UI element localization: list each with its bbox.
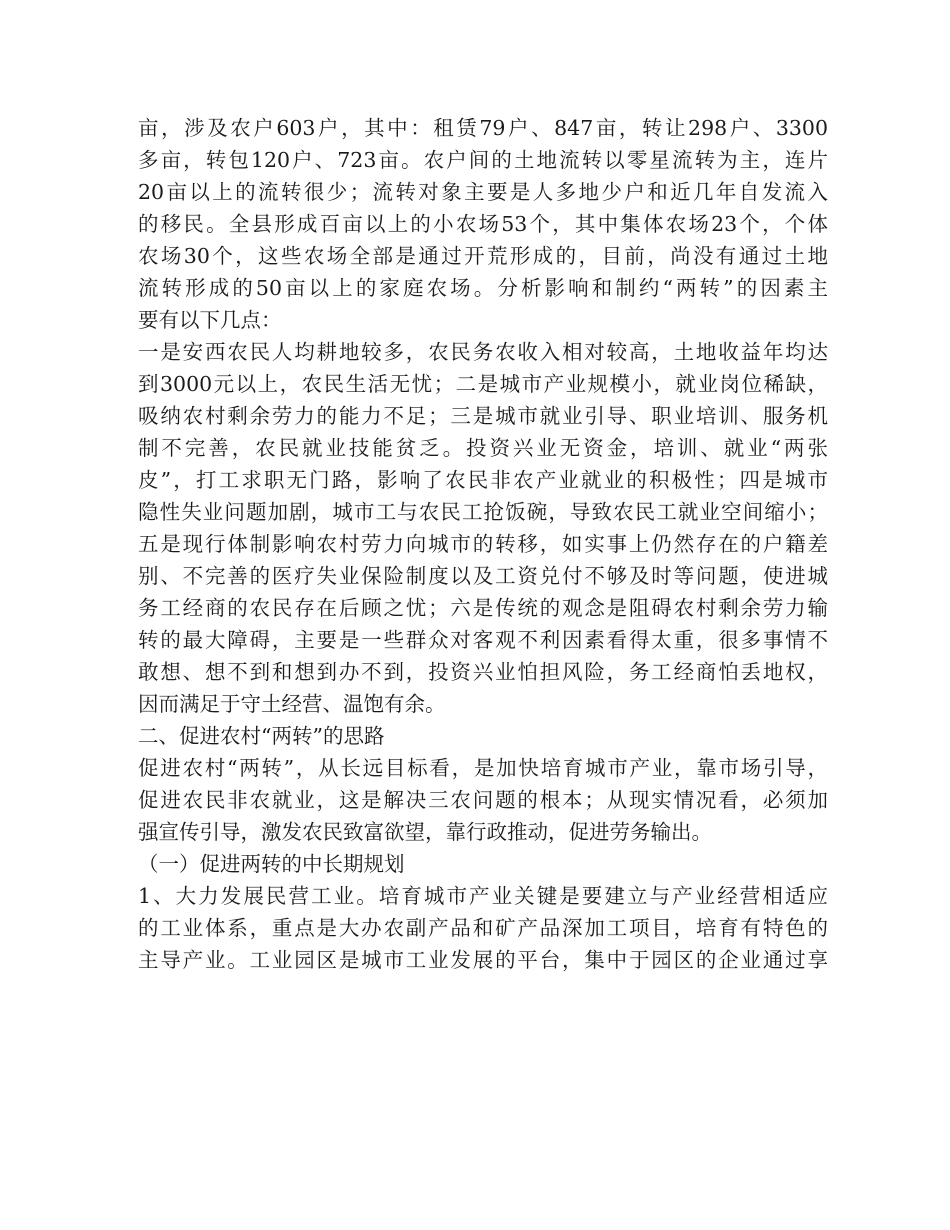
text-line: 因而满足于守土经营、温饱有余。 <box>138 692 446 716</box>
section-heading: 二、促进农村“两转”的思路 <box>138 724 385 748</box>
text-line: 五是现行体制影响农村劳力向城市的转移，如实事上仍然存在的户籍差 <box>138 532 828 556</box>
text-line: 促进农民非农就业，这是解决三农问题的根本；从现实情况看，必须加 <box>138 788 828 812</box>
text-line: 皮”，打工求职无门路，影响了农民非农产业就业的积极性；四是城市 <box>138 468 828 492</box>
text-line: 强宣传引导，激发农民致富欲望，靠行政推动，促进劳务输出。 <box>138 820 712 844</box>
text-line: 多亩，转包120户、723亩。农户间的土地流转以零星流转为主，连片 <box>138 148 828 172</box>
document-body <box>138 112 828 976</box>
text-line: 务工经商的农民存在后顾之忧；六是传统的观念是阻碍农村剩余劳力输 <box>138 596 828 620</box>
text-line: 20亩以上的流转很少；流转对象主要是人多地少户和近几年自发流入 <box>138 180 828 204</box>
text-line: 隐性失业问题加剧，城市工与农民工抢饭碗，导致农民工就业空间缩小； <box>138 500 828 524</box>
text-line: 到3000元以上，农民生活无忧；二是城市产业规模小，就业岗位稀缺， <box>138 372 828 396</box>
text-line: 一是安西农民人均耕地较多，农民务农收入相对较高，土地收益年均达 <box>138 340 828 364</box>
text-line: 制不完善，农民就业技能贫乏。投资兴业无资金，培训、就业“两张 <box>138 436 828 460</box>
text-line: 主导产业。工业园区是城市工业发展的平台，集中于园区的企业通过享 <box>138 948 828 972</box>
text-line: 农场30个，这些农场全部是通过开荒形成的，目前，尚没有通过土地 <box>138 244 828 268</box>
text-line: 敢想、想不到和想到办不到，投资兴业怕担风险，务工经商怕丢地权， <box>138 660 828 684</box>
text-line: 亩，涉及农户603户，其中：租赁79户、847亩，转让298户、3300 <box>138 116 828 140</box>
text-line: 要有以下几点： <box>138 308 282 332</box>
text-line: 流转形成的50亩以上的家庭农场。分析影响和制约“两转”的因素主 <box>138 276 828 300</box>
subsection-heading: （一）促进两转的中长期规划 <box>138 852 405 876</box>
text-line: 促进农村“两转”，从长远目标看，是加快培育城市产业，靠市场引导， <box>138 756 828 780</box>
text-line: 的工业体系，重点是大办农副产品和矿产品深加工项目，培育有特色的 <box>138 916 828 940</box>
text-line: 1、大力发展民营工业。培育城市产业关键是要建立与产业经营相适应 <box>138 884 828 908</box>
text-line: 别、不完善的医疗失业保险制度以及工资兑付不够及时等问题，使进城 <box>138 564 828 588</box>
text-line: 的移民。全县形成百亩以上的小农场53个，其中集体农场23个，个体 <box>138 212 828 236</box>
text-line: 吸纳农村剩余劳力的能力不足；三是城市就业引导、职业培训、服务机 <box>138 404 828 428</box>
text-line: 转的最大障碍，主要是一些群众对客观不利因素看得太重，很多事情不 <box>138 628 828 652</box>
